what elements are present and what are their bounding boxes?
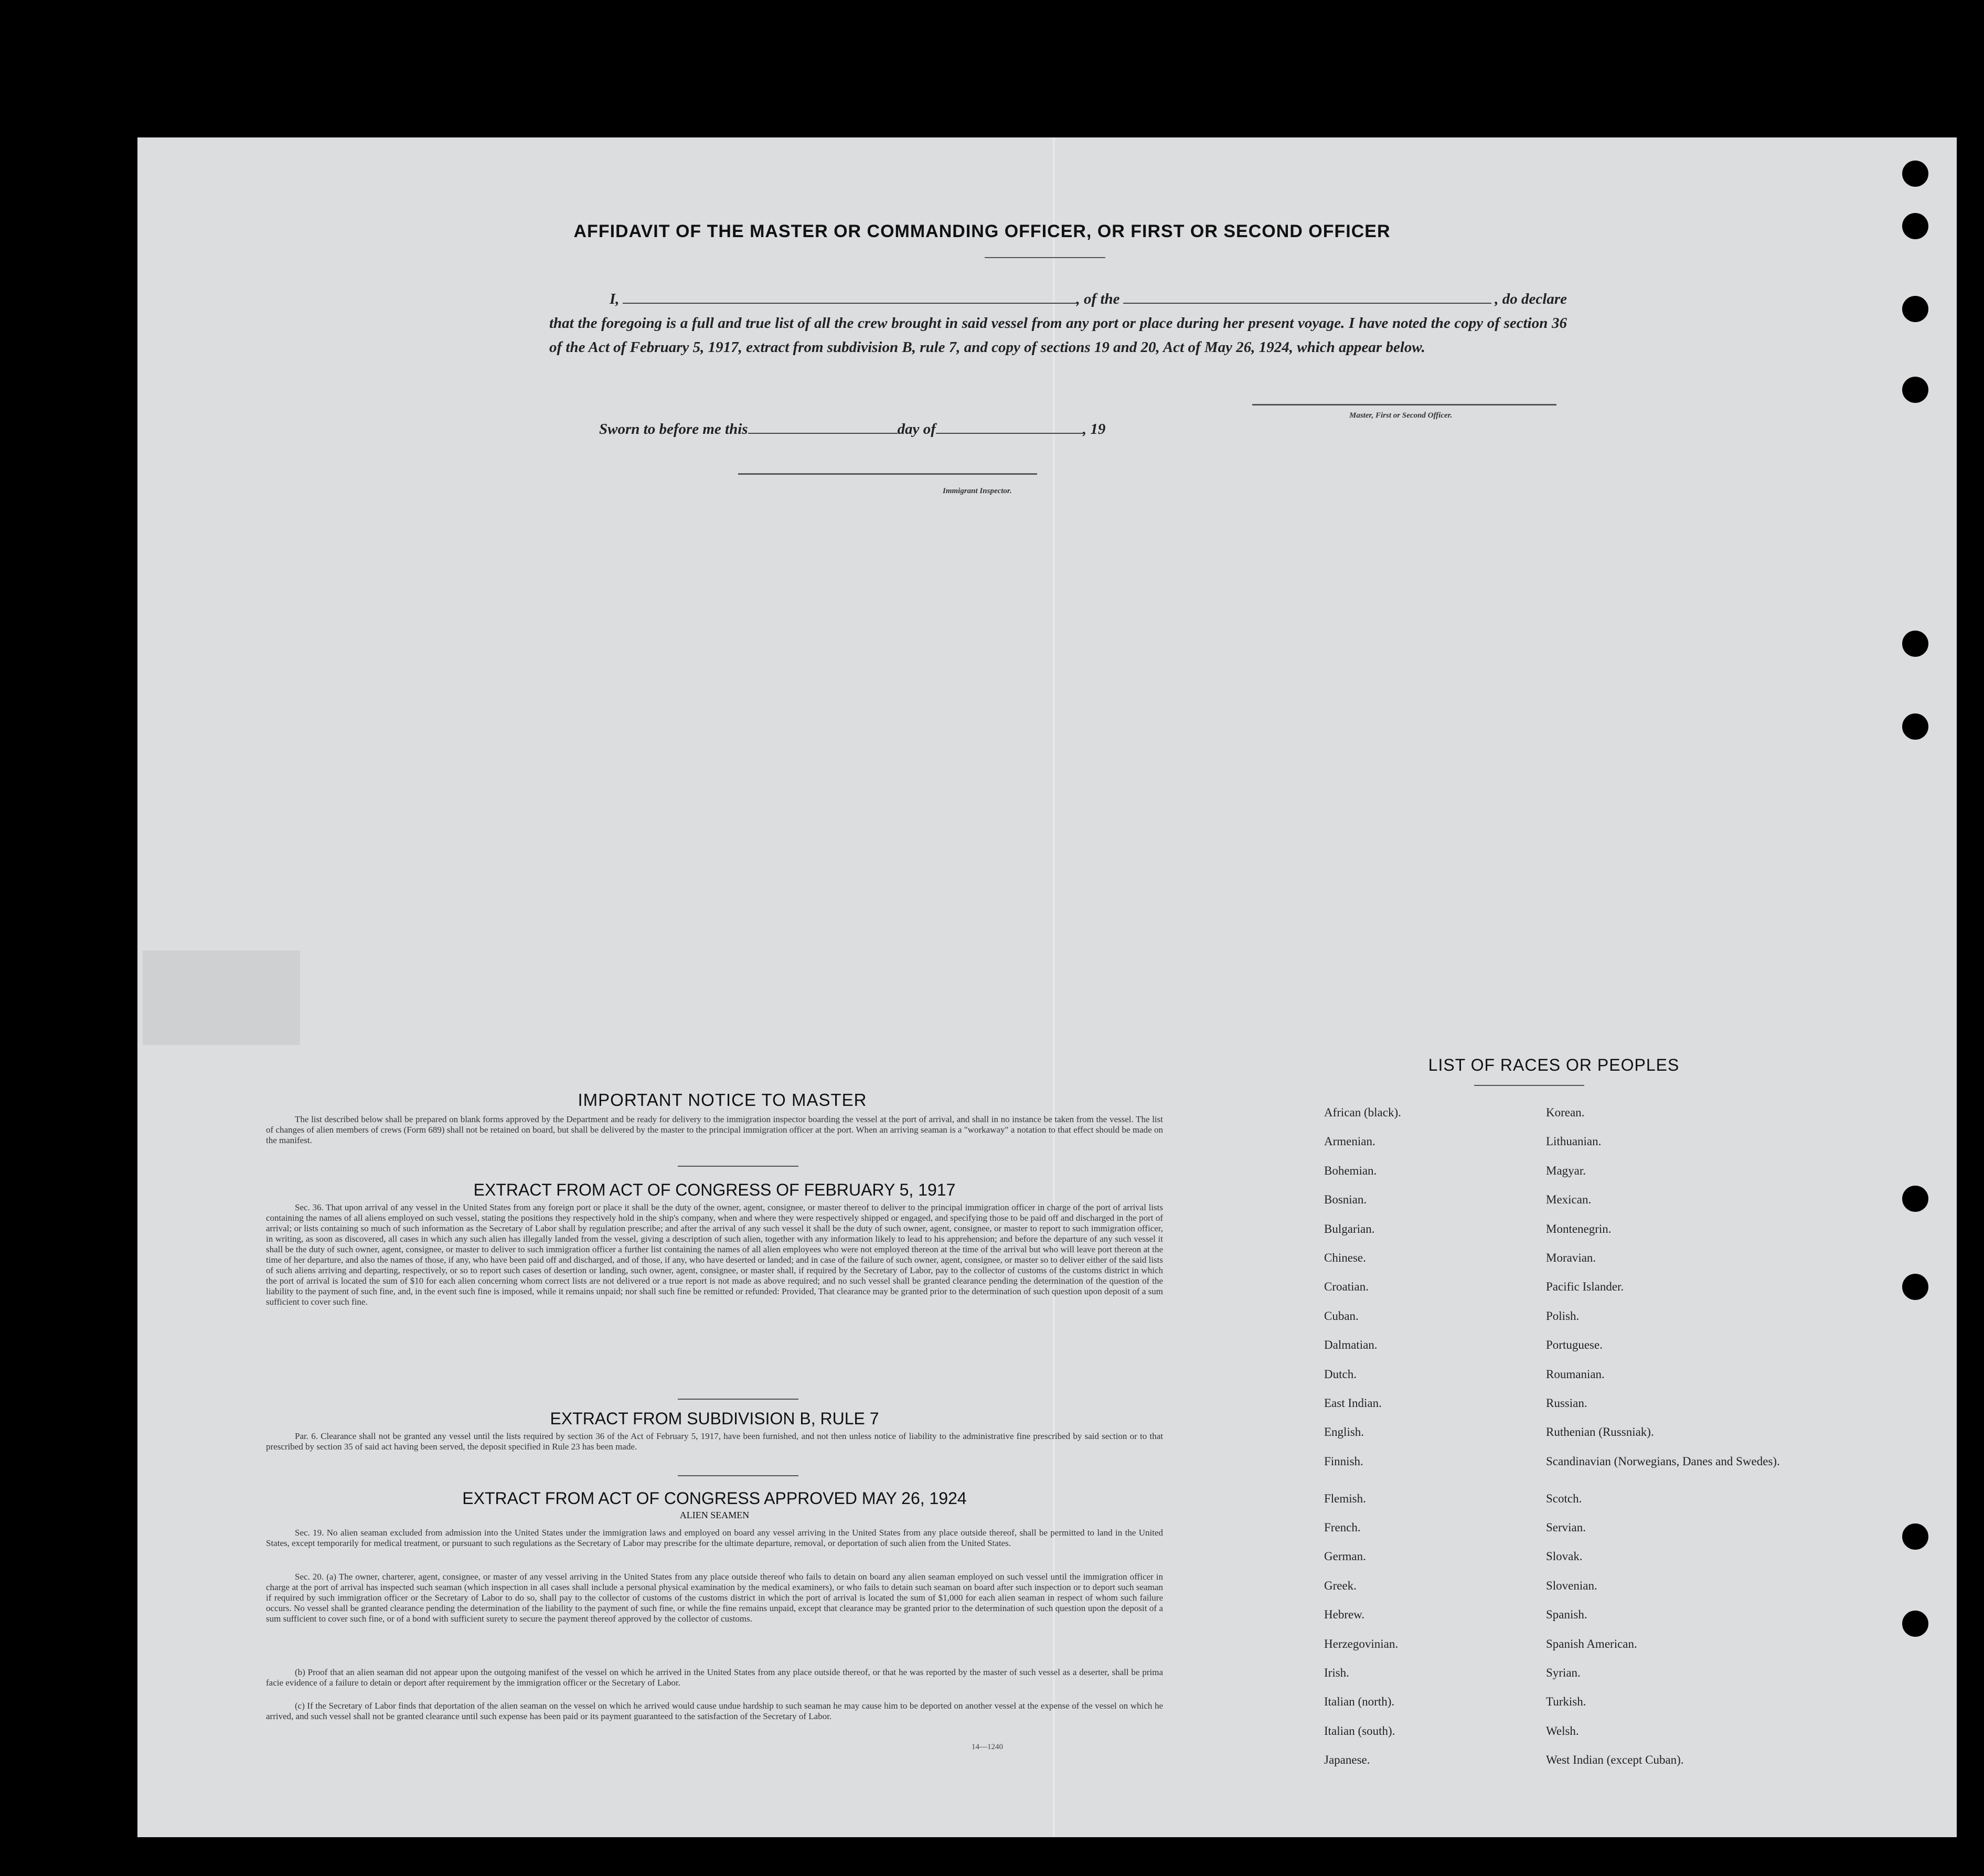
notice-text: The list described below shall be prepared on blank forms approved by the Department and be ready for delivery to the immigration inspector boarding the vessel at the port of arrival, and shall in no instance be taken from the vessel. The list of changes of alien members of crews (Form 689) shall not be retained on board, but shall be delivered by the master to the principal immigration officer at the port. When an arriving seaman is a "workaway" a notation to that effect should be made on the manifest. <box>266 1114 1163 1145</box>
declarant-name-field[interactable] <box>623 290 1076 304</box>
race-item: Armenian. <box>1324 1135 1375 1148</box>
race-item: Welsh. <box>1546 1724 1579 1738</box>
extract-rule7-title: EXTRACT FROM SUBDIVISION B, RULE 7 <box>550 1409 879 1428</box>
race-item: Dalmatian. <box>1324 1338 1378 1352</box>
races-title: LIST OF RACES OR PEOPLES <box>1428 1056 1680 1074</box>
race-item: Polish. <box>1546 1309 1580 1323</box>
race-item: French. <box>1324 1521 1361 1534</box>
race-item: Lithuanian. <box>1546 1135 1602 1148</box>
master-signature-line[interactable] <box>1252 404 1556 406</box>
race-item: Italian (north). <box>1324 1695 1395 1709</box>
sworn-day-of: day of <box>897 421 936 438</box>
race-item: Greek. <box>1324 1579 1357 1592</box>
race-item: Syrian. <box>1546 1666 1581 1680</box>
race-item: Italian (south). <box>1324 1724 1395 1738</box>
binder-hole <box>1902 213 1928 239</box>
race-item: Flemish. <box>1324 1491 1366 1505</box>
race-item: Hebrew. <box>1324 1608 1365 1622</box>
binder-hole <box>1902 1523 1928 1550</box>
extract-1924-sec20c: (c) If the Secretary of Labor finds that deportation of the alien seaman on the vessel on which he arrived would cause undue hardship to such seaman he may cause him to be deported on another vessel at the expense of the vessel on which he arrived, and such vessel shall not be granted clearance until such expense has been paid or its payment guaranteed to the satisfaction of the Secretary of Labor. <box>266 1701 1163 1721</box>
extract-1917-title: EXTRACT FROM ACT OF CONGRESS OF FEBRUARY 5, 1917 <box>473 1180 956 1199</box>
race-item: Chinese. <box>1324 1251 1366 1264</box>
race-item: Montenegrin. <box>1546 1222 1612 1235</box>
race-item: Bohemian. <box>1324 1164 1377 1177</box>
extract-1924-sec20a: Sec. 20. (a) The owner, charterer, agent, consignee, or master of any vessel arriving in the United States from any place outside thereof who fails to detain on board any alien seaman employed on such vessel until the immigration officer in charge at the port of arrival has inspected such seaman (which inspection in all cases shall include a personal physical examination by the medical examiners), or who fails to detain such seaman on board after such inspection or to deport such seaman if required by such immigration officer or the Secretary of Labor to do so, shall pay to the collector of customs of the customs district in which the port of arrival is located the sum of $1,000 for each alien seaman in respect of whom such failure occurs. No vessel shall be granted clearance pending the determination of the liability to the payment of such fine, or while the fine remains unpaid, except that clearance may be granted prior to the determination of such question upon the deposit of a sum sufficient to cover such fine, or of a bond with sufficient surety to secure the payment thereof approved by the collector of customs. <box>266 1572 1163 1624</box>
form-number: 14—1240 <box>972 1743 1003 1751</box>
race-item: Roumanian. <box>1546 1367 1605 1381</box>
declaration-body: that the foregoing is a full and true list of all the crew brought in said vessel from any port or place during her present voyage. I have noted the copy of section 36 of the Act of February 5, 1917, extract from subdivision B, rule 7, and copy of sections 19 and 20, Act of May 26, 1924, which appear below. <box>549 315 1567 356</box>
race-item: East Indian. <box>1324 1396 1382 1410</box>
sworn-prefix: Sworn to before me this <box>599 421 748 438</box>
extract-1924-subtitle: ALIEN SEAMEN <box>679 1510 750 1520</box>
race-item: English. <box>1324 1425 1364 1439</box>
vessel-name-field[interactable] <box>1123 290 1492 304</box>
race-item: Irish. <box>1324 1666 1349 1680</box>
race-item: Japanese. <box>1324 1753 1370 1767</box>
race-item: German. <box>1324 1550 1366 1563</box>
race-item: Spanish American. <box>1546 1637 1637 1650</box>
race-item: Herzegovinian. <box>1324 1637 1399 1650</box>
binder-hole <box>1902 377 1928 403</box>
race-item: Korean. <box>1546 1106 1585 1119</box>
notice-title: IMPORTANT NOTICE TO MASTER <box>578 1090 867 1110</box>
race-item: Magyar. <box>1546 1164 1586 1177</box>
declare-label: , do declare <box>1495 291 1567 307</box>
race-item: Slovenian. <box>1546 1579 1597 1592</box>
binder-hole <box>1902 1274 1928 1300</box>
inspector-signature-line[interactable] <box>738 473 1037 475</box>
race-item: Spanish. <box>1546 1608 1587 1622</box>
race-item: Bulgarian. <box>1324 1222 1375 1235</box>
race-item: Finnish. <box>1324 1454 1363 1468</box>
extract-1924-sec20b: (b) Proof that an alien seaman did not appear upon the outgoing manifest of the vessel on which he arrived in the United States from any place outside thereof, or that he was reported by the master of such vessel as a deserter, shall be prima facie evidence of a failure to detain or deport after requirement by the immigration officer or the Secretary of Labor. <box>266 1667 1163 1688</box>
races-right-column <box>1546 1106 1780 1783</box>
race-item: Russian. <box>1546 1396 1587 1410</box>
race-item: Pacific Islander. <box>1546 1280 1624 1294</box>
declaration <box>549 287 1567 359</box>
race-item: Moravian. <box>1546 1251 1596 1264</box>
section-divider <box>678 1475 798 1476</box>
race-item: Croatian. <box>1324 1280 1369 1294</box>
race-item: Mexican. <box>1546 1193 1592 1207</box>
section-divider <box>678 1166 798 1167</box>
race-item: Scotch. <box>1546 1491 1582 1505</box>
sworn-year: , 19 <box>1082 421 1106 438</box>
title-divider <box>985 257 1105 258</box>
races-left-column <box>1324 1106 1401 1783</box>
inspector-signature-caption: Immigrant Inspector. <box>943 487 1012 495</box>
sworn-line <box>599 421 1105 438</box>
race-item: Ruthenian (Russniak). <box>1546 1425 1654 1439</box>
of-the-label: , of the <box>1076 291 1120 307</box>
extract-1917-text: Sec. 36. That upon arrival of any vessel in the United States from any foreign port or place it shall be the duty of the owner, agent, consignee, or master thereof to deliver to the principal immigration officer in charge of the port of arrival lists containing the names of all aliens employed on such vessel, stating the positions they respectively hold in the ship's company, when and where they were respectively shipped or engaged, and specifying those to be paid off and discharged in the port of arrival; or lists containing so much of such information as the Secretary of Labor shall by regulation prescribe; and after the arrival of any such vessel it shall be the duty of such owner, agent, consignee, or master to report to such immigration officer, in writing, as soon as discovered, all cases in which any such alien has illegally landed from the vessel, giving a description of such alien, together with any information likely to lead to his apprehension; and before the departure of any such vessel it shall be the duty of such owner, agent, consignee, or master to deliver to such immigration officer a further list containing the names of all alien employees who were not employed thereon at the time of the arrival but who will leave port thereon at the time of her departure, and also the names of those, if any, who have been paid off and discharged, and of those, if any, who have deserted or landed; and in case of the failure of such owner, agent, consignee, or master so to deliver either of the said lists of such aliens arriving and departing, respectively, or so to report such cases of desertion or landing, such owner, agent, consignee, or master shall, if required by the Secretary of Labor, pay to the collector of customs of the customs district in which the port of arrival is located the sum of $10 for each alien concerning whom correct lists are not delivered or a true report is not made as above required; and no such vessel shall be granted clearance pending the determination of the question of the liability to the payment of such fine, and, in the event such fine is imposed, while it remains unpaid; nor shall such fine be remitted or refunded: Provided, That clearance may be granted prior to the determination of such question upon deposit of a sum sufficient to cover such fine. <box>266 1202 1163 1307</box>
extract-1924-sec19: Sec. 19. No alien seaman excluded from admission into the United States under the immigration laws and employed on board any vessel arriving in the United States from any place outside thereof, shall be permitted to land in the United States, except temporarily for medical treatment, or pursuant to such regulations as the Secretary of Labor may prescribe for the ultimate departure, removal, or deportation of such alien from the United States. <box>266 1528 1163 1548</box>
race-item: Dutch. <box>1324 1367 1357 1381</box>
binder-hole <box>1902 713 1928 740</box>
extract-rule7-text: Par. 6. Clearance shall not be granted any vessel until the lists required by section 36 of the Act of February 5, 1917, have been furnished, and not then unless notice of liability to the administrative fine prescribed by said section or to that prescribed by section 35 of said act having been served, the deposit specified in Rule 23 has been made. <box>266 1431 1163 1452</box>
race-item: African (black). <box>1324 1106 1401 1119</box>
binder-hole <box>1902 1611 1928 1637</box>
race-item: Scandinavian (Norwegians, Danes and Swedes). <box>1546 1454 1780 1468</box>
section-divider <box>678 1399 798 1400</box>
master-signature-caption: Master, First or Second Officer. <box>1349 411 1453 420</box>
race-item: Portuguese. <box>1546 1338 1603 1352</box>
binder-hole <box>1902 1186 1928 1212</box>
binder-hole <box>1902 296 1928 322</box>
race-item: Bosnian. <box>1324 1193 1367 1207</box>
race-item: West Indian (except Cuban). <box>1546 1753 1684 1767</box>
binder-hole <box>1902 161 1928 187</box>
declarant-prefix: I, <box>610 291 620 307</box>
paper-tab <box>143 951 300 1045</box>
sworn-month-field[interactable] <box>936 421 1083 434</box>
sworn-day-field[interactable] <box>748 421 898 434</box>
extract-1924-title: EXTRACT FROM ACT OF CONGRESS APPROVED MAY 26, 1924 <box>462 1489 967 1508</box>
race-item: Cuban. <box>1324 1309 1359 1323</box>
race-item: Servian. <box>1546 1521 1586 1534</box>
binder-hole <box>1902 631 1928 657</box>
races-divider <box>1474 1085 1584 1086</box>
document-sheet <box>137 137 1957 1837</box>
race-item: Slovak. <box>1546 1550 1583 1563</box>
affidavit-title: AFFIDAVIT OF THE MASTER OR COMMANDING OFFICER, OR FIRST OR SECOND OFFICER <box>573 221 1391 241</box>
race-item: Turkish. <box>1546 1695 1586 1709</box>
